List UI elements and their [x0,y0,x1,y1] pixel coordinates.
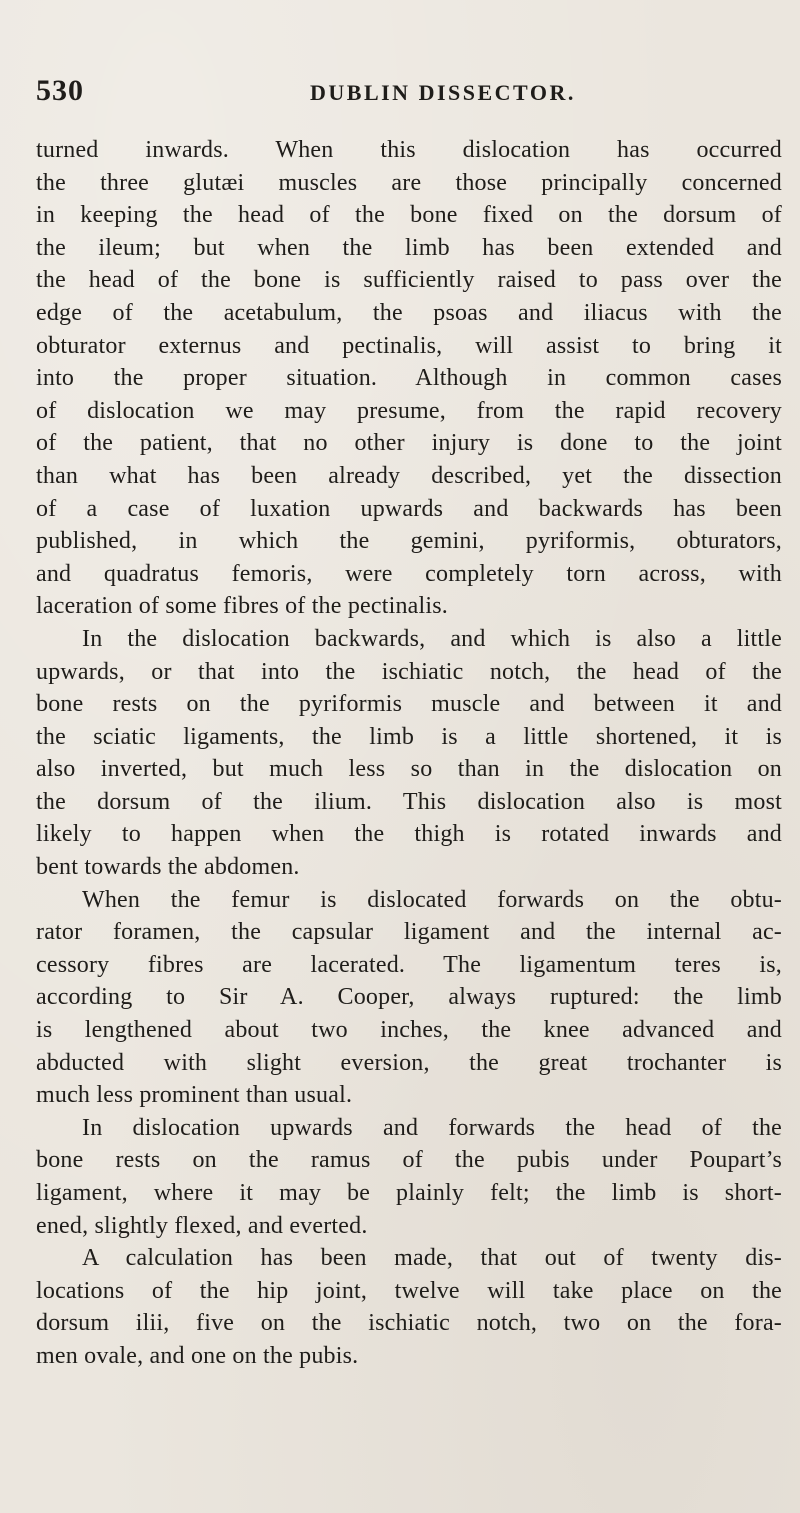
text-line: the three glutæi muscles are those principally concerned [36,169,782,196]
text-line: obturator externus and pectinalis, will assist to bring it [36,332,782,359]
paragraph-start-line: When the femur is dislocated forwards on the obtu- [82,886,782,913]
text-line: men ovale, and one on the pubis. [36,1342,359,1369]
text-line: and quadratus femoris, were completely torn across, with [36,560,782,587]
text-line: according to Sir A. Cooper, always ruptured: the limb [36,984,782,1011]
text-line: locations of the hip joint, twelve will take place on the [36,1277,782,1304]
text-line: of a case of luxation upwards and backwards has been [36,495,782,522]
text-line: edge of the acetabulum, the psoas and iliacus with the [36,299,782,326]
page-header [36,74,776,114]
text-line: laceration of some fibres of the pectinalis. [36,593,448,620]
text-line: bone rests on the pyriformis muscle and between it and [36,691,782,718]
text-line: the sciatic ligaments, the limb is a little shortened, it is [36,723,782,750]
text-line: likely to happen when the thigh is rotated inwards and [36,821,782,848]
running-head: DUBLIN DISSECTOR. [310,80,576,105]
text-line: rator foramen, the capsular ligament and the internal ac- [36,919,782,946]
text-line: is lengthened about two inches, the knee advanced and [36,1017,782,1044]
text-line: the ileum; but when the limb has been extended and [36,234,782,261]
text-line: much less prominent than usual. [36,1082,353,1109]
text-line: abducted with slight eversion, the great trochanter is [36,1049,782,1076]
body-text [36,134,782,1373]
text-line: also inverted, but much less so than in the dislocation on [36,756,782,783]
text-line: ened, slightly flexed, and everted. [36,1212,368,1239]
text-line: the dorsum of the ilium. This dislocation also is most [36,788,782,815]
text-line: of the patient, that no other injury is done to the joint [36,430,782,457]
text-line: upwards, or that into the ischiatic notch, the head of the [36,658,782,685]
text-line: dorsum ilii, five on the ischiatic notch, two on the fora- [36,1310,782,1337]
text-line: the head of the bone is sufficiently raised to pass over the [36,267,782,294]
text-line: turned inwards. When this dislocation has occurred [36,137,782,163]
paragraph-start-line: In the dislocation backwards, and which is also a little [82,625,782,652]
text-line: in keeping the head of the bone fixed on the dorsum of [36,202,782,229]
text-line: bone rests on the ramus of the pubis under Poupart’s [36,1147,782,1174]
paragraph-start-line: A calculation has been made, that out of twenty dis- [82,1245,782,1272]
page-number: 530 [36,74,84,107]
text-line: of dislocation we may presume, from the rapid recovery [36,397,782,424]
text-line: published, in which the gemini, pyriformis, obturators, [36,528,782,555]
text-line: cessory fibres are lacerated. The ligamentum teres is, [36,951,782,978]
paragraph-start-line: In dislocation upwards and forwards the head of the [82,1114,782,1141]
text-line: bent towards the abdomen. [36,854,300,881]
text-line: into the proper situation. Although in common cases [36,365,782,392]
text-line: ligament, where it may be plainly felt; the limb is short- [36,1180,782,1206]
text-line: than what has been already described, yet the dissection [36,462,782,489]
